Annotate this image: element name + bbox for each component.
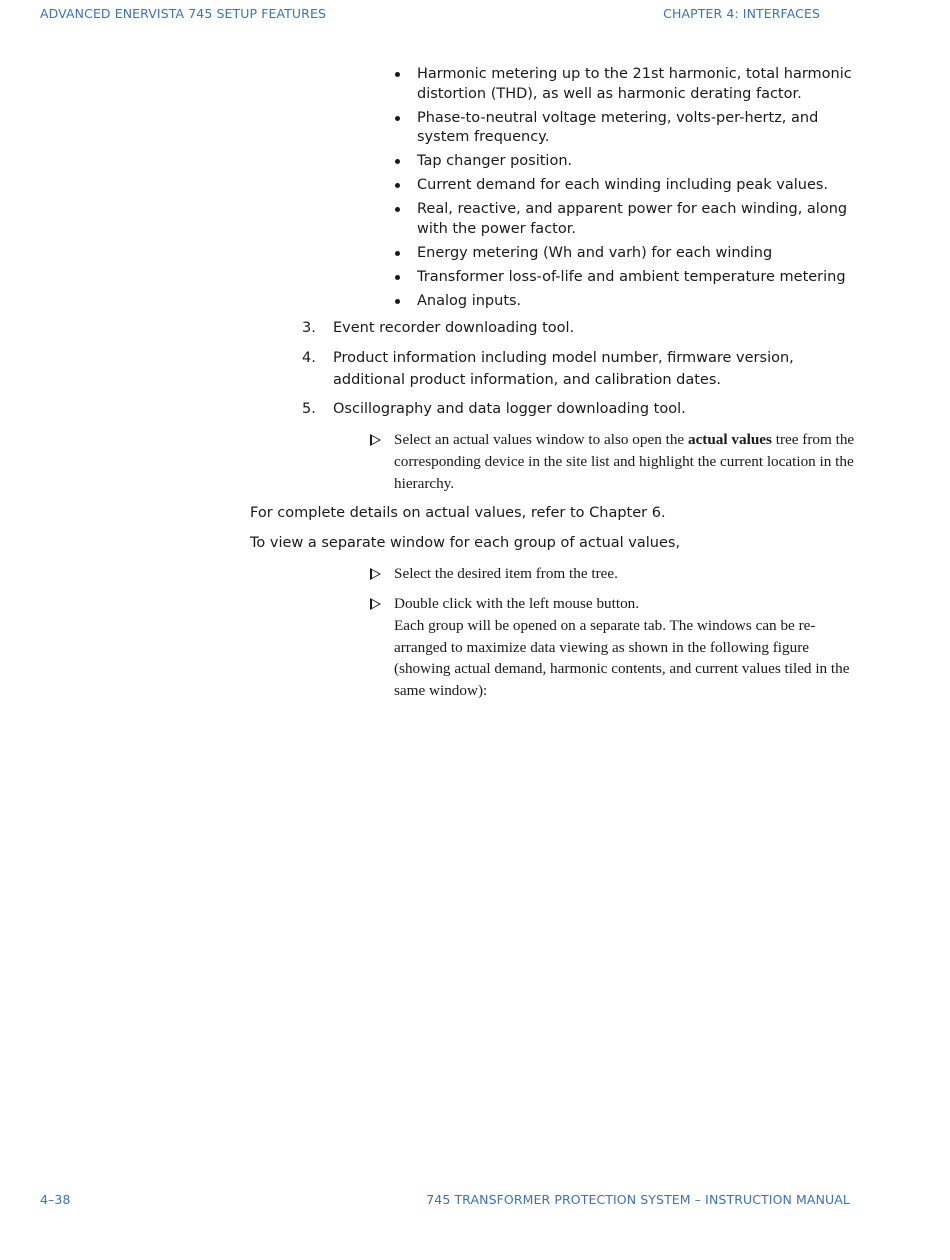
step-instruction: Double click with the left mouse button. — [394, 595, 640, 612]
bullet-icon — [395, 72, 400, 77]
list-item-text: Phase-to-neutral voltage metering, volts-per-hertz, and system frequency. — [417, 109, 819, 145]
paragraph-separate-window-intro: To view a separate window for each group of actual values, — [250, 535, 681, 551]
list-item — [395, 109, 865, 148]
page-number: 4–38 — [40, 1192, 71, 1207]
manual-title-footer: 745 TRANSFORMER PROTECTION SYSTEM – INSTRUCTION MANUAL — [426, 1192, 850, 1207]
numbered-item-5 — [302, 399, 862, 421]
numbered-item-4 — [302, 348, 862, 391]
list-item-text: Current demand for each winding including peak values. — [417, 177, 829, 193]
triangle-arrow-icon — [370, 434, 381, 446]
list-item-text: Energy metering (Wh and varh) for each winding — [417, 244, 773, 261]
procedure-step-select-item — [370, 563, 860, 585]
triangle-arrow-icon — [370, 598, 381, 610]
bullet-icon — [395, 275, 400, 280]
bullet-icon — [395, 116, 400, 121]
item-number: 3. — [302, 320, 316, 336]
step-result: Each group will be opened on a separate tab. The windows can be re-arranged to maximize data viewing as shown in the following figure (showing actual demand, harmonic contents, and current values tiled in the same window): — [394, 616, 850, 700]
bullet-icon — [395, 183, 400, 188]
triangle-arrow-icon — [370, 568, 381, 580]
bullet-icon — [395, 207, 400, 212]
list-item — [395, 200, 865, 239]
step-text: Select an actual values window to also open the actual values tree from the corresponding device in the site list and highlight the current location in the hierarchy. — [394, 431, 855, 492]
actual-values-term: actual values — [687, 431, 772, 448]
procedure-step-double-click — [370, 593, 860, 702]
list-item — [395, 65, 865, 104]
list-item-text: Real, reactive, and apparent power for each winding, along with the power factor. — [417, 201, 848, 237]
bullet-icon — [395, 299, 400, 304]
procedure-step-select-window — [370, 429, 860, 494]
paragraph-details-reference: For complete details on actual values, refer to Chapter 6. — [250, 505, 666, 521]
bullet-icon — [395, 251, 400, 256]
item-text: Event recorder downloading tool. — [333, 320, 575, 336]
list-item — [395, 152, 865, 172]
item-number: 4. — [302, 350, 316, 366]
item-text: Oscillography and data logger downloading tool. — [333, 401, 686, 417]
list-item — [395, 244, 865, 264]
metering-feature-list — [395, 65, 865, 316]
list-item-text: Harmonic metering up to the 21st harmonic, total harmonic distortion (THD), as well as harmonic derating factor. — [417, 66, 852, 102]
list-item-text: Analog inputs. — [417, 292, 522, 309]
numbered-item-3 — [302, 318, 862, 340]
list-item-text: Tap changer position. — [417, 153, 573, 169]
list-item-text: Transformer loss-of-life and ambient temperature metering — [417, 268, 846, 285]
step-text — [394, 593, 860, 702]
running-header-section: ADVANCED ENERVISTA 745 SETUP FEATURES — [40, 6, 326, 21]
list-item — [395, 292, 865, 312]
running-header-chapter: CHAPTER 4: INTERFACES — [663, 6, 820, 21]
step-text: Select the desired item from the tree. — [394, 565, 618, 582]
item-text: Product information including model number, firmware version, additional product information, and calibration dates. — [333, 350, 794, 388]
bullet-icon — [395, 159, 400, 164]
list-item — [395, 176, 865, 196]
list-item — [395, 268, 865, 288]
item-number: 5. — [302, 401, 316, 417]
